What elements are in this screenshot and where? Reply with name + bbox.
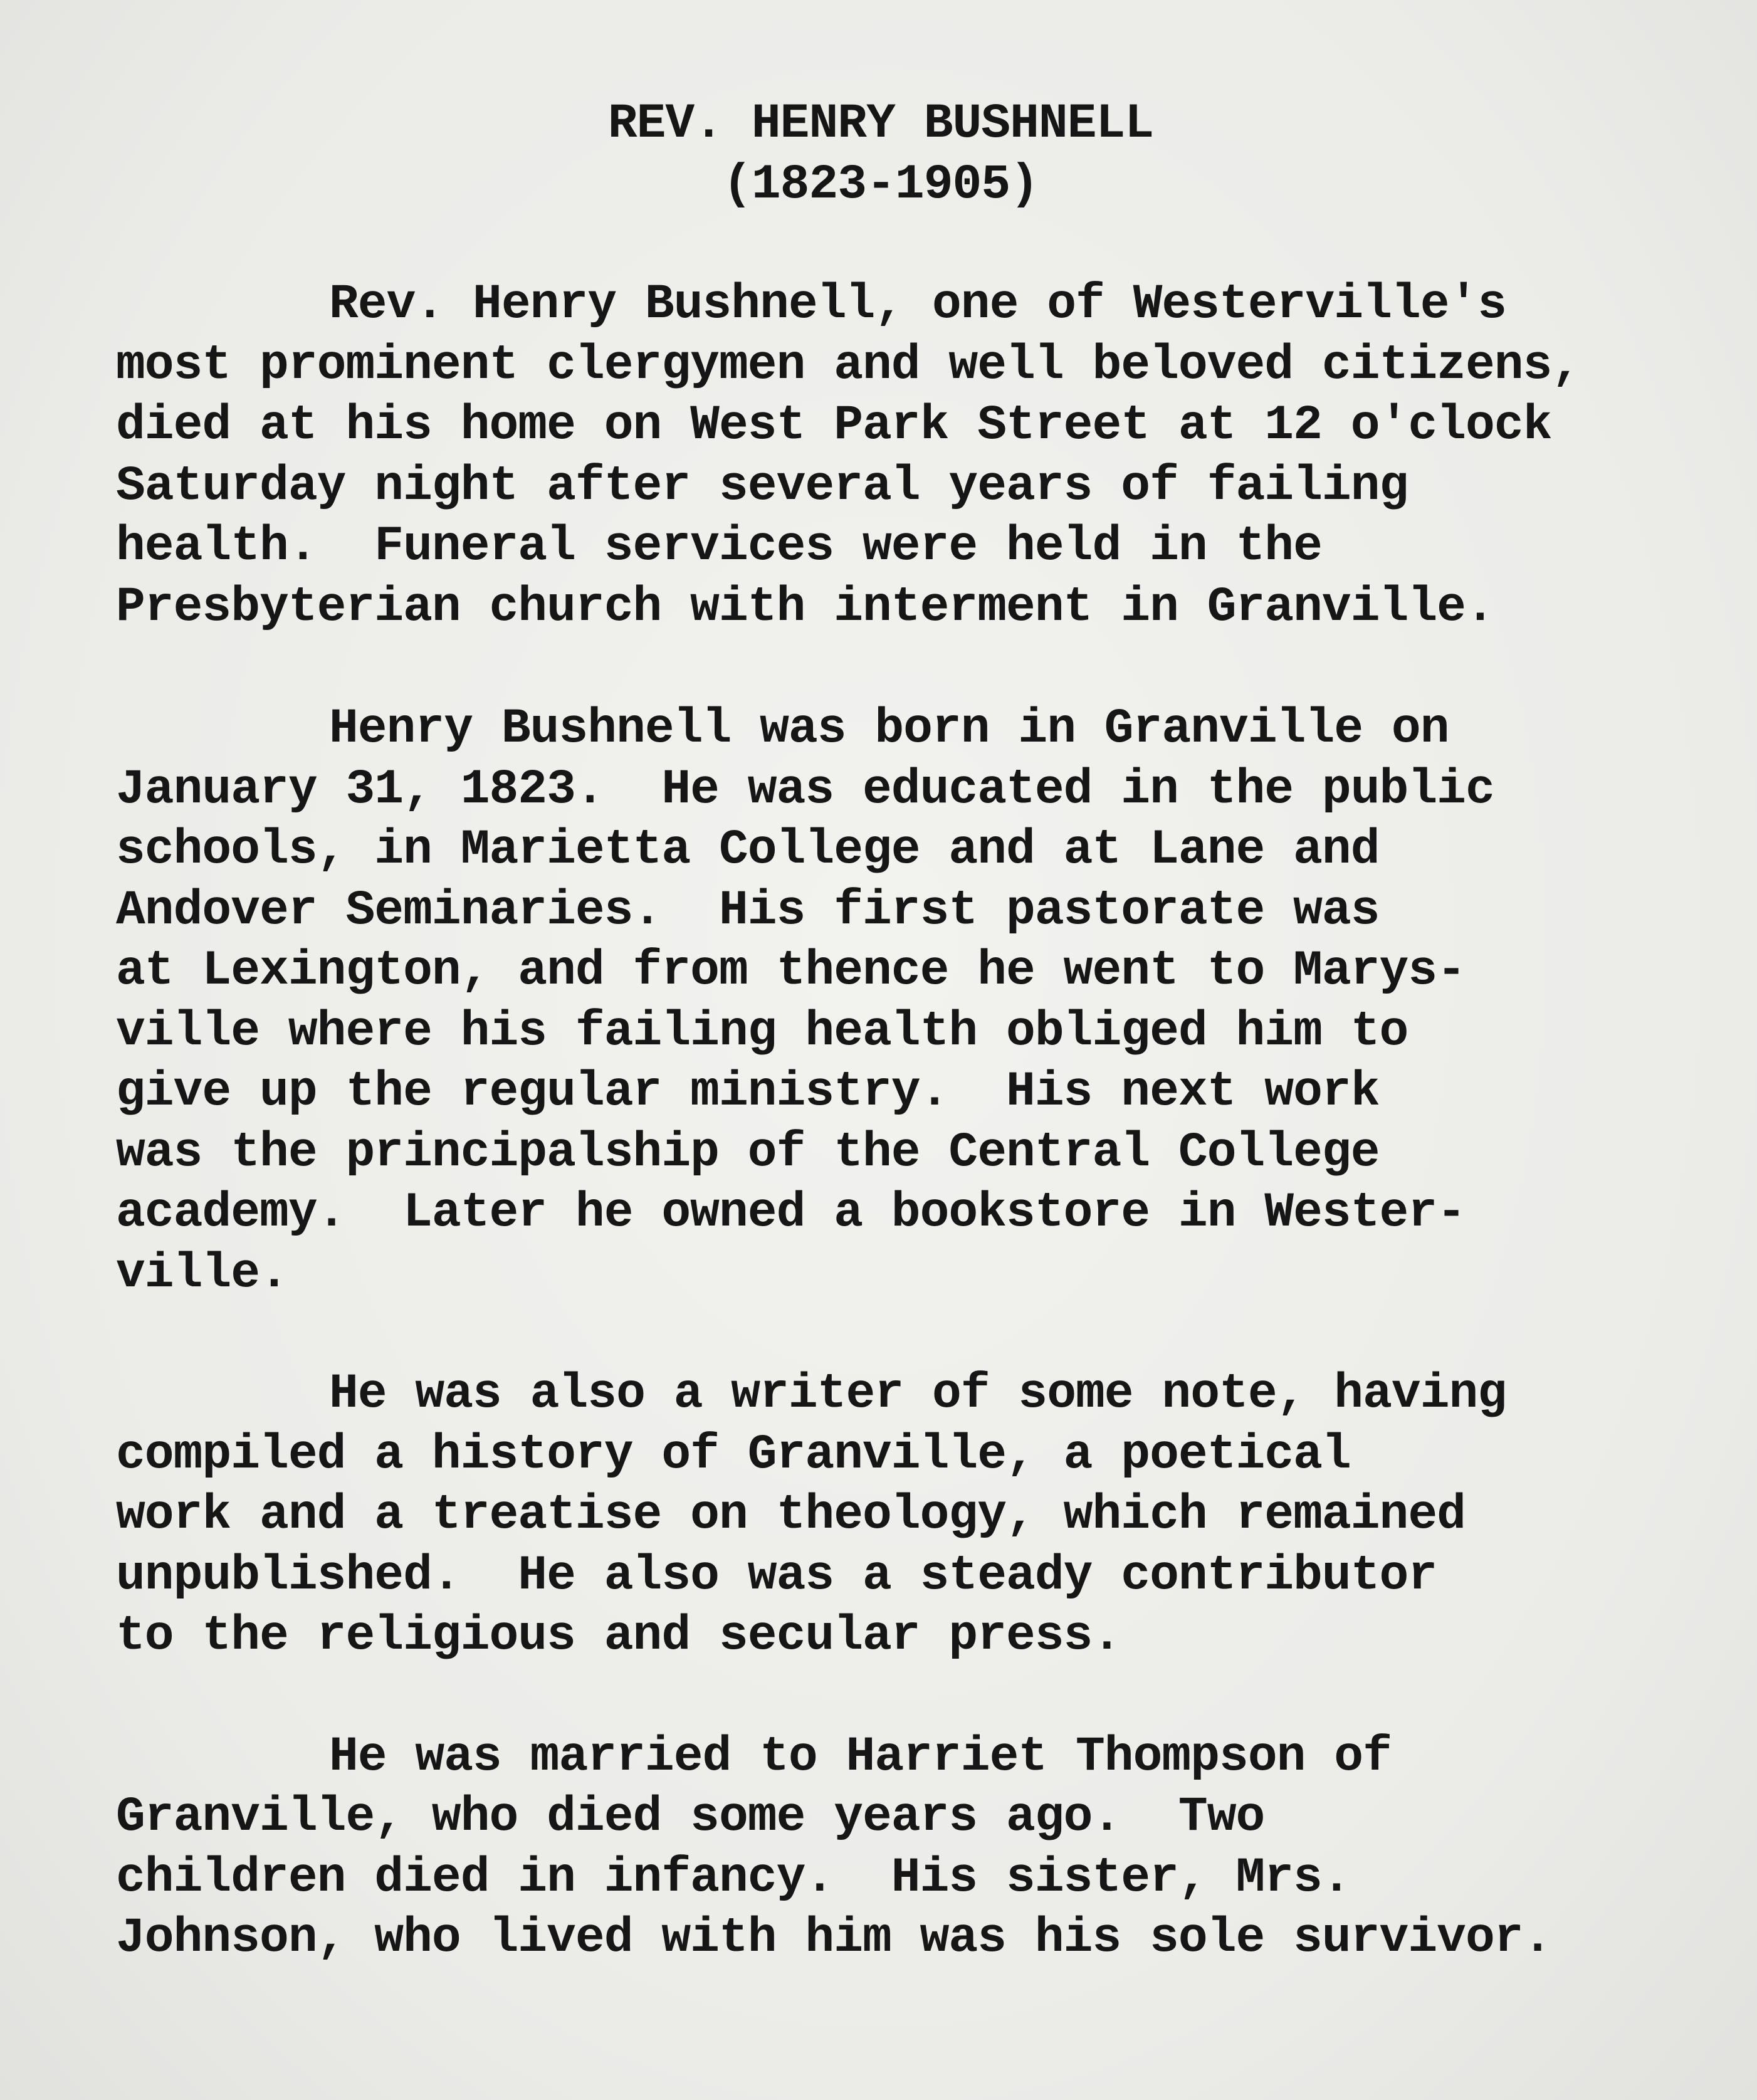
paragraph-line: Rev. Henry Bushnell, one of Westerville's: [329, 277, 1507, 332]
heading: [60, 94, 1702, 215]
paragraph-line: Johnson, who lived with him was his sole survivor.: [116, 1911, 1552, 1966]
paragraph-family: [116, 1727, 1702, 1969]
paragraph-line: Saturday night after several years of failing: [116, 458, 1408, 514]
paragraph-line: He was also a writer of some note, having: [329, 1367, 1507, 1422]
paragraph-line: Presbyterian church with interment in Granville.: [116, 579, 1494, 635]
paragraph-line: compiled a history of Granville, a poetical: [116, 1427, 1351, 1483]
document-dates: (1823-1905): [723, 157, 1039, 213]
paragraph-line: Andover Seminaries. His first pastorate was: [116, 883, 1380, 938]
paragraph-line: He was married to Harriet Thompson of: [329, 1729, 1392, 1785]
paragraph-biography: [116, 699, 1702, 1304]
paragraph-line: unpublished. He also was a steady contributor: [116, 1548, 1437, 1604]
paragraph-line: at Lexington, and from thence he went to Marys-: [116, 943, 1466, 999]
paragraph-line: most prominent clergymen and well beloved citizens,: [116, 337, 1581, 393]
paragraph-death-notice: [116, 275, 1702, 638]
paragraph-line: ville.: [116, 1246, 288, 1301]
paragraph-line: died at his home on West Park Street at 12 o'clock: [116, 398, 1552, 453]
paragraph-line: Henry Bushnell was born in Granville on: [329, 701, 1449, 757]
paragraph-writings: [116, 1364, 1702, 1667]
document-title: REV. HENRY BUSHNELL: [607, 97, 1154, 152]
paragraph-line: academy. Later he owned a bookstore in Wester-: [116, 1185, 1466, 1241]
obituary-document: [116, 94, 1702, 1969]
paragraph-line: give up the regular ministry. His next work: [116, 1064, 1380, 1120]
paragraph-line: ville where his failing health obliged him to: [116, 1004, 1408, 1059]
paragraph-line: was the principalship of the Central College: [116, 1125, 1380, 1180]
paragraph-line: January 31, 1823. He was educated in the public: [116, 762, 1494, 817]
paragraph-line: schools, in Marietta College and at Lane and: [116, 822, 1380, 878]
paragraph-line: to the religious and secular press.: [116, 1609, 1121, 1664]
paragraph-line: work and a treatise on theology, which remained: [116, 1488, 1466, 1543]
paragraph-line: children died in infancy. His sister, Mrs.: [116, 1850, 1351, 1906]
paragraph-line: Granville, who died some years ago. Two: [116, 1790, 1265, 1845]
paragraph-line: health. Funeral services were held in the: [116, 519, 1322, 574]
